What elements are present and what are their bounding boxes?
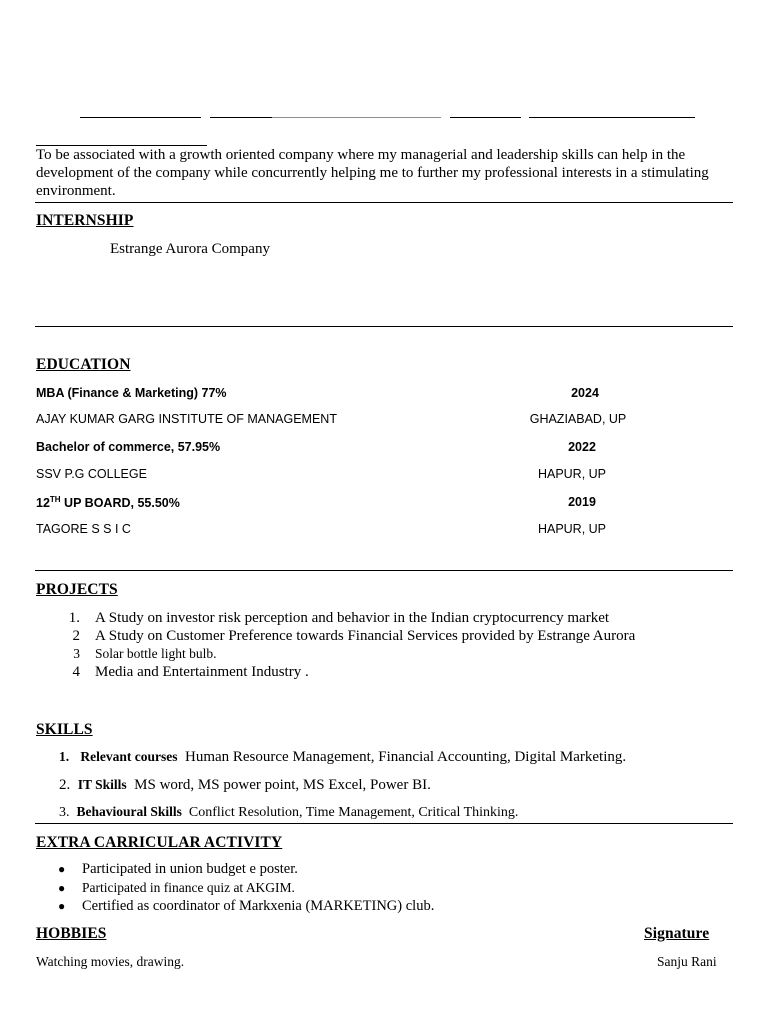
education-institution: AJAY KUMAR GARG INSTITUTE OF MANAGEMENT [36, 412, 337, 426]
skill-label: Behavioural Skills [76, 804, 182, 819]
divider [35, 570, 733, 571]
skill-text: MS word, MS power point, MS Excel, Power BI. [134, 777, 431, 793]
skill-text: Human Resource Management, Financial Accounting, Digital Marketing. [184, 749, 627, 765]
career-objective [36, 146, 736, 200]
education-degree: Bachelor of commerce, 57.95% [36, 440, 221, 454]
skill-item [59, 804, 518, 821]
project-number: 1. [68, 610, 80, 626]
education-year: 2022 [568, 440, 596, 454]
education-heading: EDUCATION [36, 356, 131, 373]
education-degree [36, 495, 180, 510]
divider [35, 202, 733, 203]
education-institution: TAGORE S S I C [36, 522, 131, 536]
project-text: A Study on Customer Preference towards Financial Services provided by Estrange Aurora [95, 628, 636, 644]
skill-label: Relevant courses [80, 749, 178, 764]
project-text: Media and Entertainment Industry . [95, 664, 309, 680]
skill-item [59, 777, 431, 794]
education-location: HAPUR, UP [537, 522, 607, 536]
contact-blank-4 [529, 117, 695, 118]
skill-number: 2. [59, 777, 71, 793]
project-number: 2 [72, 628, 80, 644]
skill-number: 3. [59, 805, 70, 820]
project-item [58, 645, 217, 663]
hobbies-heading: HOBBIES [36, 925, 107, 942]
education-year: 2019 [568, 495, 596, 509]
skill-text: Conflict Resolution, Time Management, Critical Thinking. [188, 805, 519, 820]
hobbies-text: Watching movies, drawing. [36, 954, 185, 969]
project-item [58, 609, 609, 627]
education-class-number: 12 [36, 496, 50, 510]
objective-line-2: development of the company while concurrently helping me to further my professional interests in a stimulating [36, 165, 709, 181]
education-class-suffix: TH [49, 495, 61, 504]
bullet-icon: ● [58, 881, 66, 895]
project-number: 3 [73, 646, 80, 661]
project-number: 4 [72, 664, 80, 680]
education-institution: SSV P.G COLLEGE [36, 467, 147, 481]
contact-email-link-blank[interactable] [272, 117, 441, 118]
project-text: Solar bottle light bulb. [95, 646, 217, 661]
activity-item [58, 861, 298, 878]
extra-curricular-heading: EXTRA CARRICULAR ACTIVITY [36, 834, 283, 851]
signature-heading: Signature [644, 925, 710, 942]
education-location: GHAZIABAD, UP [529, 412, 627, 426]
divider [35, 823, 733, 824]
projects-heading: PROJECTS [36, 581, 118, 598]
education-year: 2024 [571, 386, 599, 400]
education-degree: MBA (Finance & Marketing) 77% [36, 386, 227, 400]
project-item [58, 627, 635, 645]
activity-text: Participated in union budget e poster. [82, 861, 298, 877]
skills-heading: SKILLS [36, 721, 93, 738]
internship-company: Estrange Aurora Company [110, 241, 270, 257]
contact-blank-2 [210, 117, 272, 118]
contact-blank-1 [80, 117, 201, 118]
internship-heading: INTERNSHIP [36, 212, 134, 229]
project-text: A Study on investor risk perception and behavior in the Indian cryptocurrency market [95, 610, 610, 626]
objective-line-1: To be associated with a growth oriented company where my managerial and leadership skills can help in the [36, 147, 686, 163]
activity-text: Certified as coordinator of Markxenia (MARKETING) club. [82, 898, 435, 914]
contact-blank-3 [450, 117, 521, 118]
skill-item [59, 749, 626, 766]
bullet-icon: ● [58, 862, 66, 876]
skill-label: IT Skills [77, 777, 127, 792]
activity-item [58, 898, 434, 915]
objective-line-3: environment. [36, 183, 116, 199]
education-board: UP BOARD, 55.50% [60, 496, 180, 510]
divider [35, 326, 733, 327]
project-item [58, 663, 309, 681]
signature-name: Sanju Rani [657, 954, 717, 969]
skill-number: 1. [59, 749, 70, 764]
activity-item [58, 880, 295, 896]
activity-text: Participated in finance quiz at AKGIM. [82, 880, 295, 895]
education-location: HAPUR, UP [537, 467, 607, 481]
bullet-icon: ● [58, 899, 66, 913]
